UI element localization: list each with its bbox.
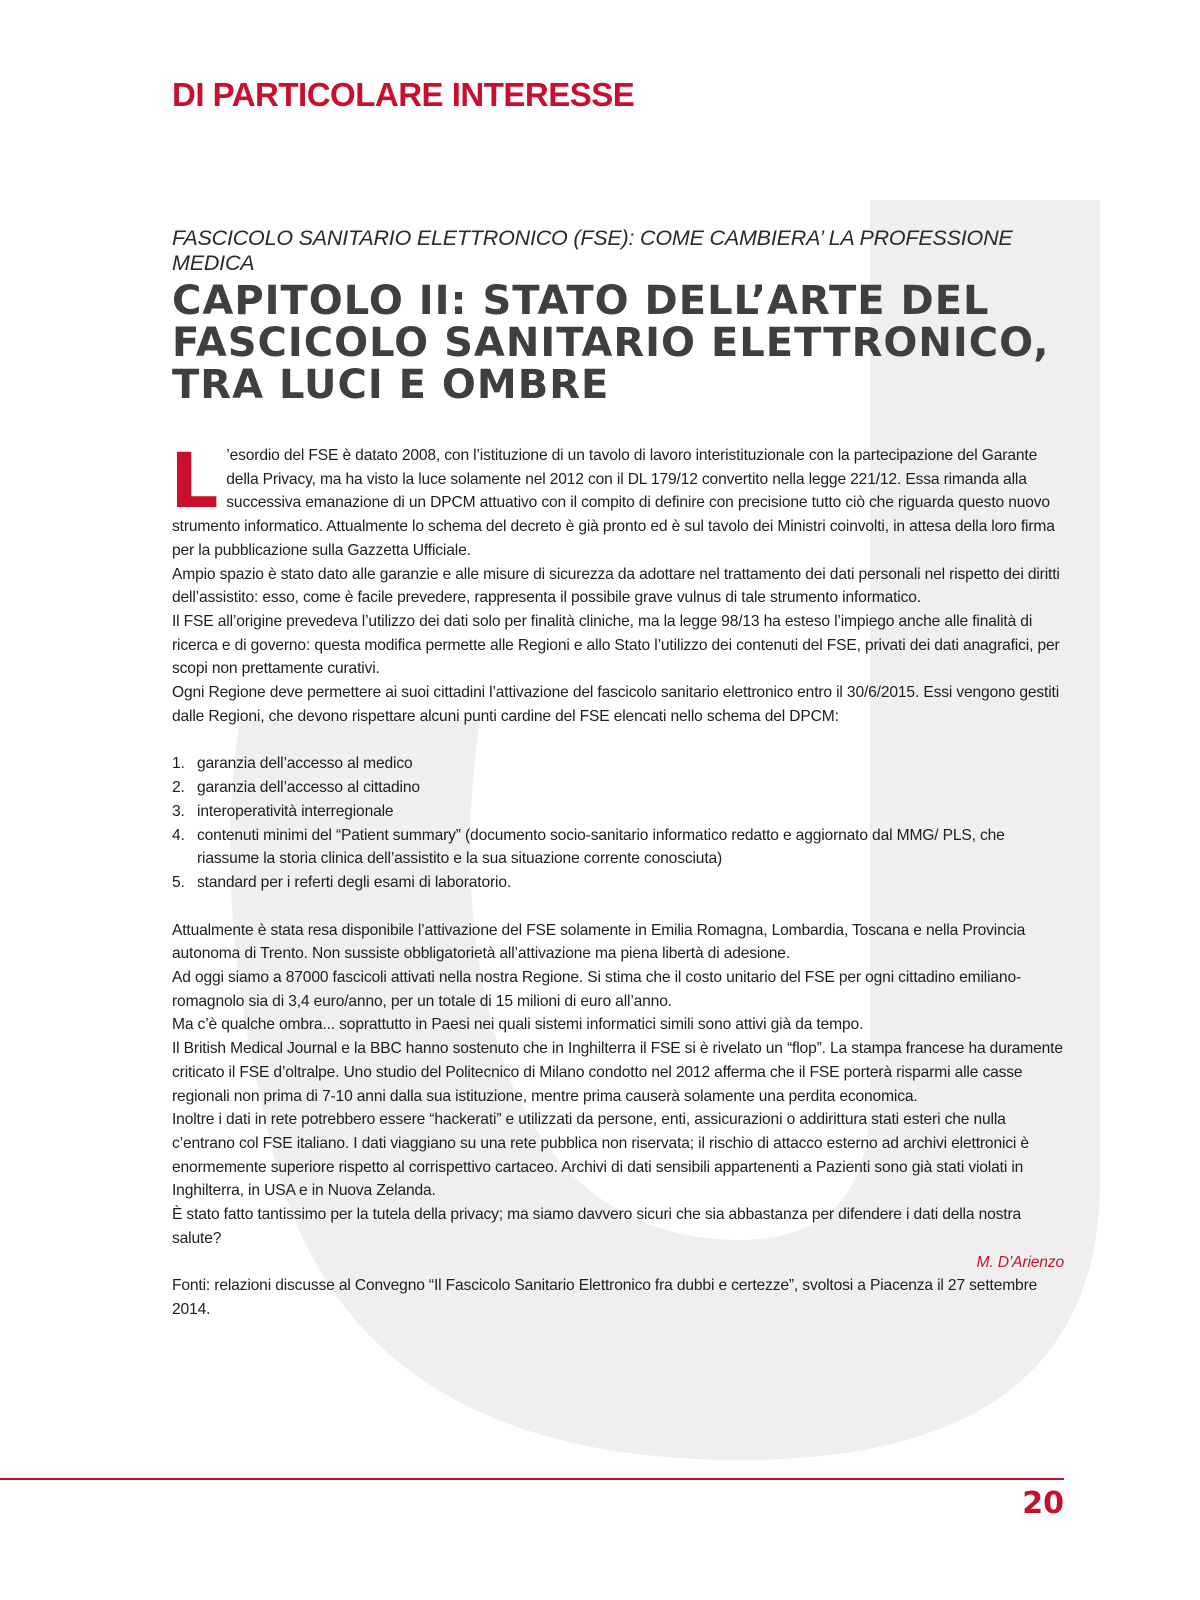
list-item	[172, 824, 1064, 871]
body-paragraph: Attualmente è stata resa disponibile l’attivazione del FSE solamente in Emilia Romagna, Lombardia, Toscana e nella Provincia autonoma di Trento. Non sussiste obbligatorietà all’attivazione ma piena libertà di adesione.	[172, 921, 1026, 963]
list-text: garanzia dell’accesso al medico	[197, 755, 413, 773]
list-text: interoperatività interregionale	[197, 802, 394, 820]
body-paragraph: Ogni Regione deve permettere ai suoi cittadini l’attivazione del fascicolo sanitario elettronico entro il 30/6/2015. Essi vengono gestiti dalle Regioni, che devono rispettare alcuni punti cardine del FSE elencati nello schema del DPCM:	[172, 684, 1060, 725]
body-paragraph: Ad oggi siamo a 87000 fascicoli attivati nella nostra Regione. Si stima che il costo unitario del FSE per ogni cittadino emiliano-romagnolo sia di 3,4 euro/anno, per un totale di 15 milioni di euro all’anno.	[172, 969, 1022, 1010]
page-number: 20	[1022, 1486, 1064, 1521]
body-paragraph: È stato fatto tantissimo per la tutela della privacy; ma siamo davvero sicuri che sia abbastanza per difendere i dati della nostra salute?	[172, 1206, 1022, 1247]
list-text: contenuti minimi del “Patient summary” (documento socio-sanitario informatico redatto e aggiornato dal MMG/ PLS, che riassume la storia clinica dell’assistito e la sua situazione corrente conosciuta)	[197, 826, 1005, 868]
list-text: standard per i referti degli esami di laboratorio.	[197, 873, 512, 891]
article-kicker: FASCICOLO SANITARIO ELETTRONICO (FSE): COME CAMBIERA’ LA PROFESSIONE MEDICA	[172, 226, 1013, 275]
drop-cap: L	[170, 436, 219, 525]
list-number: 2.	[172, 779, 185, 797]
article-body	[170, 436, 1064, 1322]
list-item	[172, 776, 1064, 800]
headline-line: CAPITOLO II: STATO DELL’ARTE DEL	[172, 278, 990, 324]
list-number: 1.	[172, 755, 185, 773]
body-paragraph: Ampio spazio è stato dato alle garanzie e alle misure di sicurezza da adottare nel trattamento dei dati personali nel rispetto dei diritti dell’assistito: esso, come è facile prevedere, rappresenta il possibile grave vulnus di tale strumento informatico.	[172, 565, 1060, 607]
list-item	[172, 800, 1064, 824]
intro-text: ’esordio del FSE è datato 2008, con l’istituzione di un tavolo di lavoro interistituzionale con la partecipazione del Garante della Privacy, ma ha visto la luce solamente nel 2012 con il DL 179/12 convertito nella legge 221/12. Essa rimanda alla successiva emanazione di un DPCM attuativo con il compito di definire con precisione tutto ciò che riguarda questo nuovo strumento informatico. Attualmente lo schema del decreto è già pronto ed è sul tavolo dei Ministri coinvolti, in attesa della loro firma per la pubblicazione sulla Gazzetta Ufficiale.	[172, 447, 1055, 559]
body-paragraph: Il British Medical Journal e la BBC hanno sostenuto che in Inghilterra il FSE si è rivelato un “flop”. La stampa francese ha duramente criticato il FSE d’oltralpe. Uno studio del Politecnico di Milano condotto nel 2012 afferma che il FSE porterà risparmi alle casse regionali non prima di 7-10 anni dalla sua istituzione, mentre prima causerà solamente una perdita economica.	[172, 1040, 1063, 1105]
key-points-list	[172, 752, 1064, 894]
list-text: garanzia dell’accesso al cittadino	[197, 779, 420, 797]
list-item	[172, 752, 1064, 776]
list-number: 5.	[172, 873, 185, 891]
list-item	[172, 871, 1064, 895]
spacer	[172, 895, 1064, 919]
body-paragraph: Inoltre i dati in rete potrebbero essere “hackerati” e utilizzati da persone, enti, assicurazioni o addirittura stati esteri che nulla c’entrano col FSE italiano. I dati viaggiano su una rete pubblica non riservata; il rischio di attacco esterno ad archivi elettronici è enormemente superiore rispetto al corrispettivo cartaceo. Archivi di dati sensibili appartenenti a Pazienti sono già stati violati in Inghilterra, in USA e in Nuova Zelanda.	[172, 1111, 1029, 1200]
section-label: DI PARTICOLARE INTERESSE	[172, 76, 635, 113]
footer-rule	[0, 1478, 1064, 1480]
list-number: 3.	[172, 802, 185, 820]
headline-line: FASCICOLO SANITARIO ELETTRONICO,	[172, 320, 1050, 366]
headline-line: TRA LUCI E OMBRE	[172, 362, 610, 408]
intro-paragraph	[170, 436, 1064, 563]
article-headline	[172, 280, 1072, 406]
sources-note: Fonti: relazioni discusse al Convegno “Il Fascicolo Sanitario Elettronico fra dubbi e certezze”, svoltosi a Piacenza il 27 settembre 2014.	[172, 1277, 1038, 1318]
spacer	[172, 728, 1064, 752]
author-signature: M. D’Arienzo	[976, 1253, 1064, 1271]
body-paragraph: Il FSE all’origine prevedeva l’utilizzo dei dati solo per finalità cliniche, ma la legge 98/13 ha esteso l’impiego anche alle finalità di ricerca e di governo: questa modifica permette alle Regioni e allo Stato l’utilizzo dei contenuti del FSE, privati dei dati anagrafici, per scopi non prettamente curativi.	[172, 612, 1060, 678]
body-paragraph: Ma c’è qualche ombra... soprattutto in Paesi nei quali sistemi informatici simili sono attivi già da tempo.	[172, 1016, 864, 1034]
list-number: 4.	[172, 826, 185, 844]
